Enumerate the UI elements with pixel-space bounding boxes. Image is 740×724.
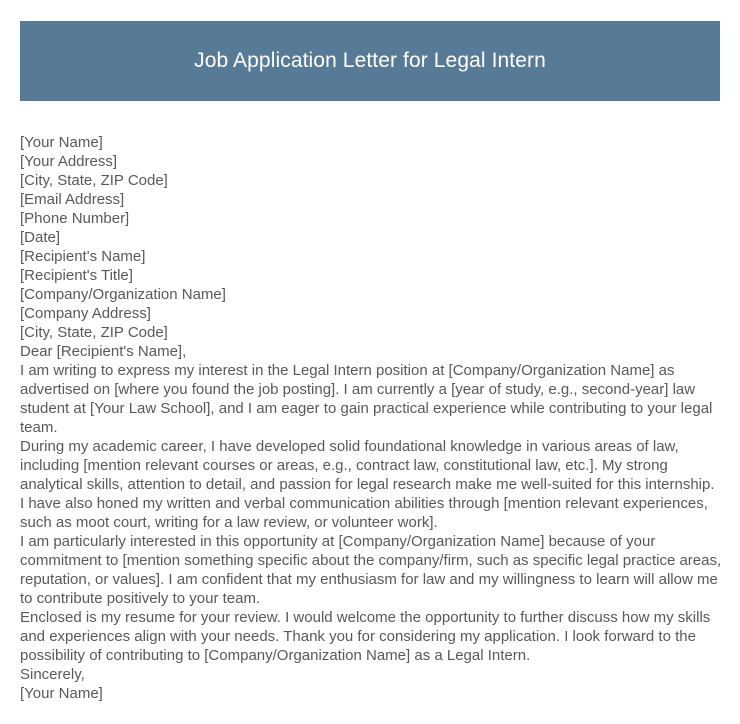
recipient-line: [Company Address]	[20, 305, 151, 322]
sender-line: [City, State, ZIP Code]	[20, 172, 168, 189]
signature-name: [Your Name]	[20, 685, 103, 702]
letter-paragraph: I am particularly interested in this opportunity at [Company/Organization Name] because of your commitment to [mention something specific about the company/firm, such as specific legal practice areas, reputation, or values]. I am confident that my enthusiasm for law and my willingness to learn will allow me to contribute positively to your team.	[20, 533, 722, 607]
sender-line: [Phone Number]	[20, 210, 130, 227]
recipient-line: [Company/Organization Name]	[20, 286, 226, 303]
letter-paragraph: I am writing to express my interest in the Legal Intern position at [Company/Organization Name] as advertised on [where you found the job posting]. I am currently a [year of study, e.g., second-year] law student at [Your Law School], and I am eager to gain practical experience while contributing to your legal team.	[20, 362, 713, 436]
sender-line: [Your Name]	[20, 134, 103, 151]
letter-paragraph: During my academic career, I have developed solid foundational knowledge in various areas of law, including [mention relevant courses or areas, e.g., contract law, constitutional law, etc.]. My strong analytical skills, attention to detail, and passion for legal research make me well-suited for this internship. I have also honed my written and verbal communication abilities through [mention relevant experiences, such as moot court, writing for a law review, or volunteer work].	[20, 438, 715, 531]
document-header-banner	[20, 21, 720, 101]
document-title: Job Application Letter for Legal Intern	[194, 49, 546, 73]
recipient-line: [Recipient's Title]	[20, 267, 133, 284]
sender-line: [Date]	[20, 229, 61, 246]
recipient-line: [City, State, ZIP Code]	[20, 324, 168, 341]
recipient-address-block	[20, 247, 722, 342]
salutation: Dear [Recipient's Name],	[20, 343, 187, 360]
sender-line: [Email Address]	[20, 191, 125, 208]
letter-body	[20, 133, 722, 703]
closing-salutation: Sincerely,	[20, 666, 85, 683]
sender-address-block	[20, 133, 722, 247]
letter-paragraph: Enclosed is my resume for your review. I would welcome the opportunity to further discuss how my skills and experiences align with your needs. Thank you for considering my application. I look forward to the possibility of contributing to [Company/Organization Name] as a Legal Intern.	[20, 609, 711, 664]
recipient-line: [Recipient's Name]	[20, 248, 146, 265]
sender-line: [Your Address]	[20, 153, 118, 170]
